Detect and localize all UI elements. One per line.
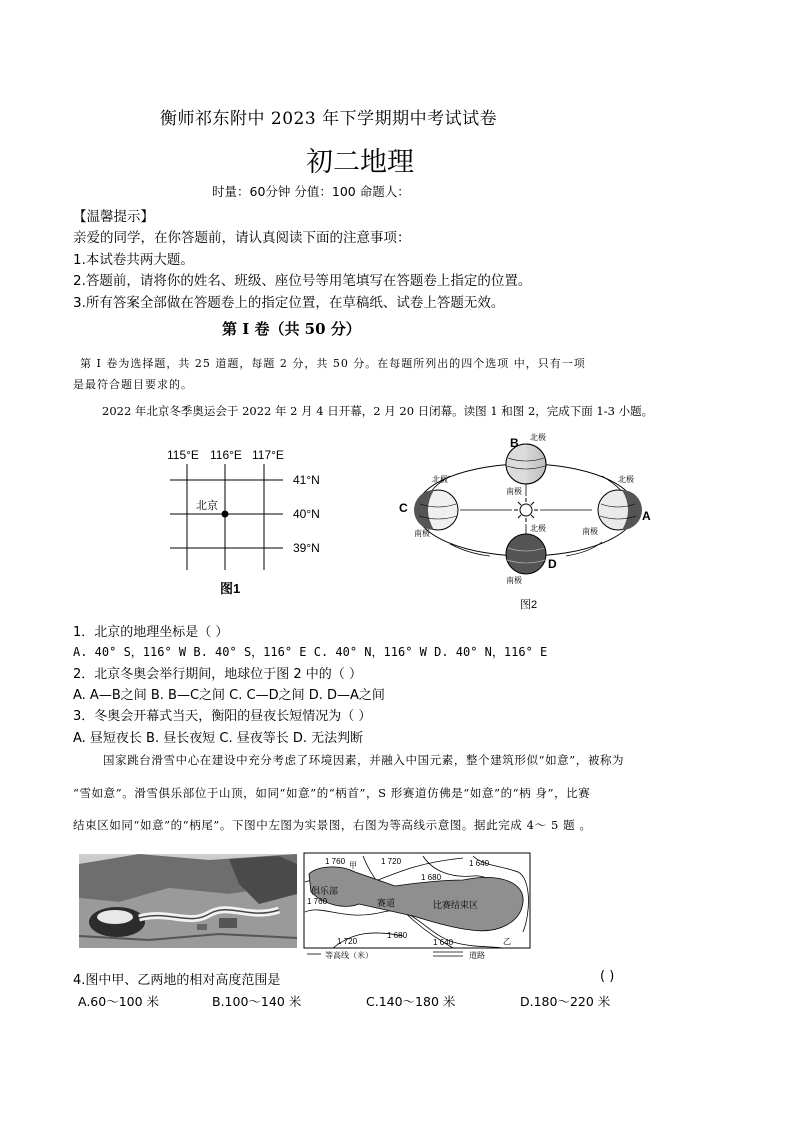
lon-label-115: 115°E: [167, 448, 199, 462]
tips-item-1: 1.本试卷共两大题。: [73, 252, 194, 268]
c-north-pole: 北极: [432, 475, 448, 484]
section-desc-line2: 是最符合题目要求的。: [73, 378, 193, 391]
contour-value-5: 1 760: [307, 897, 328, 906]
intro-q4-5-line2: “雪如意”。滑雪俱乐部位于山顶，如同“如意”的“柄首”，S 形赛道仿佛是“如意”的“柄 身”，比赛: [73, 786, 591, 800]
c-south-pole: 南极: [414, 529, 430, 538]
b-north-pole: 北极: [530, 433, 546, 442]
intro-q4-5-line3: 结束区如同“如意”的“柄尾”。下图中左图为实景图，右图为等高线示意图。据此完成 4～ 5 题 。: [73, 818, 592, 832]
tips-item-2: 2.答题前，请将你的姓名、班级、座位号等用笔填写在答题卷上指定的位置。: [73, 273, 532, 289]
point-yi: 乙: [503, 937, 511, 946]
question-4-stem: 4.图中甲、乙两地的相对高度范围是: [73, 973, 281, 988]
question-4-option-b: B.100～140 米: [212, 994, 302, 1009]
question-4-paren: ( ): [600, 969, 615, 984]
figure-1-caption: 图1: [220, 581, 241, 596]
legend-contour: 等高线（米）: [325, 951, 373, 960]
label-b: B: [510, 436, 519, 450]
track-label: 赛道: [377, 898, 396, 908]
contour-map: [303, 852, 533, 960]
tips-greeting: 亲爱的同学，在你答题前，请认真阅读下面的注意事项：: [73, 230, 411, 246]
contour-value-8: 1 640: [433, 938, 454, 947]
section-title: 第 I 卷（共 50 分）: [222, 320, 361, 338]
lat-label-41: 41°N: [293, 473, 320, 487]
a-south-pole: 南极: [582, 527, 598, 536]
figure-1-grid: [150, 440, 350, 605]
question-2-options: A. A—B之间 B. B—C之间 C. C—D之间 D. D—A之间: [73, 688, 385, 703]
earth-position-a: [598, 490, 642, 530]
question-4-option-a: A.60～100 米: [78, 994, 160, 1009]
question-1-stem: 1．北京的地理坐标是（ ）: [73, 625, 229, 640]
label-d: D: [548, 557, 557, 571]
point-jia: 甲: [349, 861, 357, 870]
beijing-dot: [222, 511, 229, 518]
contour-value-6: 1 720: [337, 937, 358, 946]
exam-meta: 时量：60分钟 分值：100 命题人：: [212, 184, 410, 199]
a-north-pole: 北极: [618, 475, 634, 484]
label-c: C: [399, 501, 408, 515]
beijing-label: 北京: [196, 500, 218, 512]
contour-value-1: 1 760: [325, 857, 346, 866]
figure-2-orbit: [390, 432, 670, 614]
question-1-options: A. 40° S，116° W B. 40° S，116° E C. 40° N，116° W D. 40° N，116° E: [73, 645, 548, 659]
question-2-stem: 2．北京冬奥会举行期间，地球位于图 2 中的（ ）: [73, 667, 362, 682]
tips-item-3: 3.所有答案全部做在答题卷上的指定位置，在草稿纸、试卷上答题无效。: [73, 295, 505, 311]
sun-icon: [514, 498, 538, 522]
contour-value-3: 1 640: [469, 859, 490, 868]
question-3-stem: 3．冬奥会开幕式当天，衡阳的昼夜长短情况为（ ）: [73, 709, 372, 724]
b-south-pole: 南极: [506, 487, 522, 496]
intro-q4-5-line1: 国家跳台滑雪中心在建设中充分考虑了环境因素，并融入中国元素，整个建筑形似“如意”，被称为: [103, 753, 625, 767]
figure-2-caption: 图2: [520, 599, 538, 611]
legend-road: 道路: [469, 951, 485, 960]
question-3-options: A. 昼短夜长 B. 昼长夜短 C. 昼夜等长 D. 无法判断: [73, 731, 364, 746]
question-4-option-d: D.180～220 米: [520, 994, 611, 1009]
section-desc-line1: 第 I 卷为选择题，共 25 道题，每题 2 分，共 50 分。在每题所列出的四个选项 中，只有一项: [80, 357, 586, 370]
question-4-option-c: C.140～180 米: [366, 994, 456, 1009]
lat-label-40: 40°N: [293, 507, 320, 521]
d-north-pole: 北极: [530, 524, 546, 533]
lat-label-39: 39°N: [293, 541, 320, 555]
club-label: 俱乐部: [311, 886, 339, 896]
earth-position-c: [414, 490, 458, 530]
intro-q1-3: 2022 年北京冬季奥运会于 2022 年 2 月 4 日开幕，2 月 20 日闭幕。读图 1 和图 2，完成下面 1-3 小题。: [102, 404, 654, 418]
tips-heading: 【温馨提示】: [73, 209, 154, 225]
d-south-pole: 南极: [506, 576, 522, 585]
finish-area-label: 比赛结束区: [433, 900, 479, 910]
contour-value-7: 1 680: [387, 931, 408, 940]
exam-school-title: 衡师祁东附中 2023 年下学期期中考试试卷: [160, 109, 498, 129]
earth-position-b: [506, 444, 546, 484]
contour-value-2: 1 720: [381, 857, 402, 866]
label-a: A: [642, 509, 651, 523]
contour-value-4: 1 680: [421, 873, 442, 882]
ski-jump-photo: [79, 854, 297, 948]
subject-title: 初二地理: [306, 147, 414, 178]
earth-position-d: [506, 534, 546, 574]
lon-label-116: 116°E: [210, 448, 242, 462]
lon-label-117: 117°E: [252, 448, 284, 462]
